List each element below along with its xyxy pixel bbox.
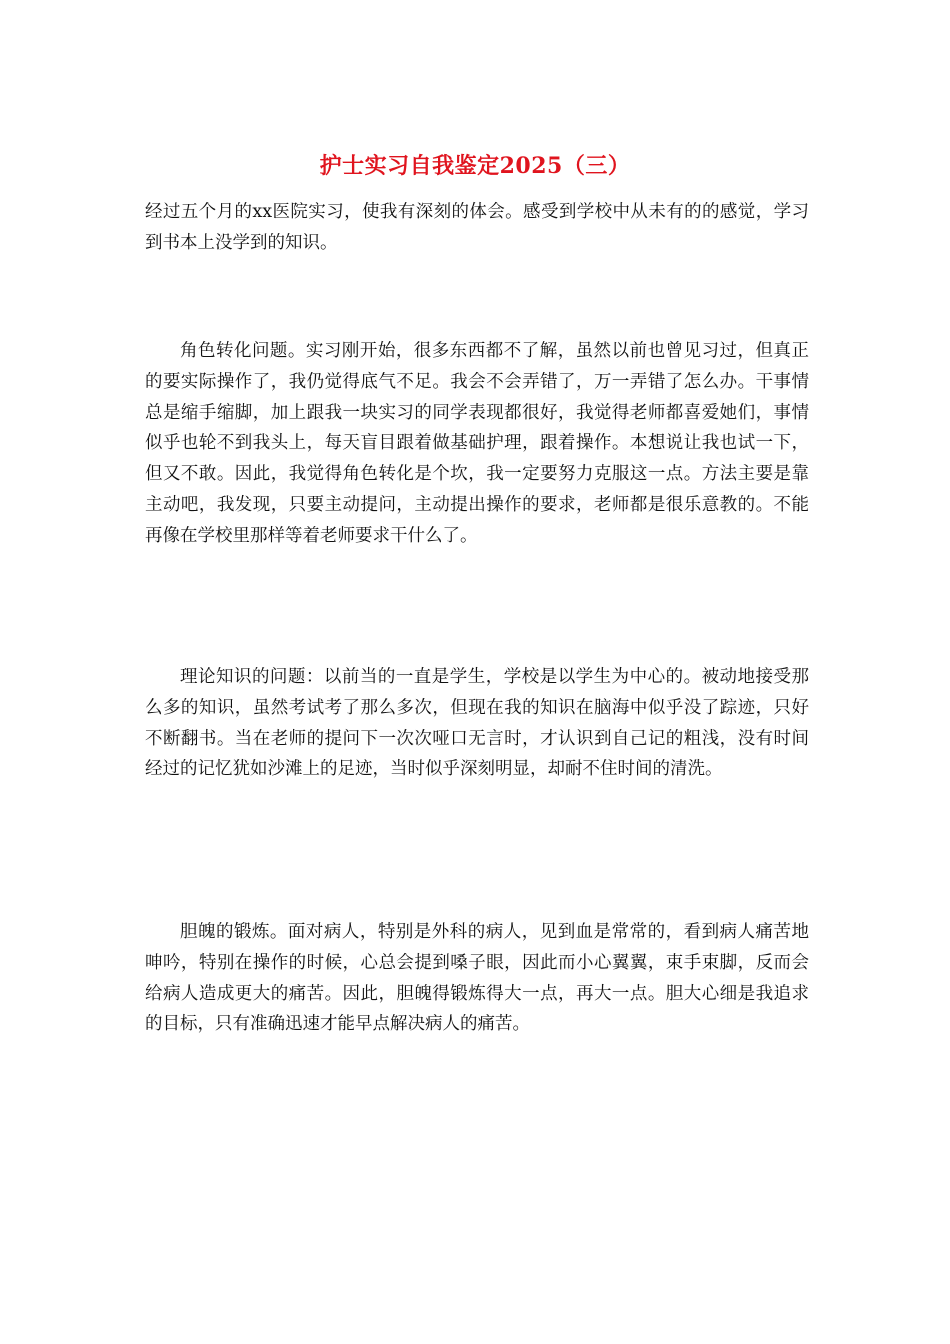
document-title: 护士实习自我鉴定2025（三）	[319, 153, 631, 179]
paragraph-theory-knowledge: 理论知识的问题：以前当的一直是学生，学校是以学生为中心的。被动地接受那么多的知识，虽然考试考了那么多次，但现在我的知识在脑海中似乎没了踪迹，只好不断翻书。当在老师的提问下一次次哑口无言时，才认识到自己记的粗浅，没有时间经过的记忆犹如沙滩上的足迹，当时似乎深刻明显，却耐不住时间的清洗。	[145, 667, 809, 780]
intro-paragraph: 经过五个月的xx医院实习，使我有深刻的体会。感受到学校中从未有的的感觉，学习到书本上没学到的知识。	[145, 202, 809, 253]
paragraph-courage-training: 胆魄的锻炼。面对病人，特别是外科的病人，见到血是常常的，看到病人痛苦地呻吟，特别在操作的时候，心总会提到嗓子眼，因此而小心翼翼，束手束脚，反而会给病人造成更大的痛苦。因此，胆魄得锻炼得大一点，再大一点。胆大心细是我追求的目标，只有准确迅速才能早点解决病人的痛苦。	[145, 922, 809, 1035]
paragraph-role-transition: 角色转化问题。实习刚开始，很多东西都不了解，虽然以前也曾见习过，但真正的要实际操作了，我仍觉得底气不足。我会不会弄错了，万一弄错了怎么办。干事情总是缩手缩脚，加上跟我一块实习的同学表现都很好，我觉得老师都喜爱她们，事情似乎也轮不到我头上，每天盲目跟着做基础护理，跟着操作。本想说让我也试一下，但又不敢。因此，我觉得角色转化是个坎，我一定要努力克服这一点。方法主要是靠主动吧，我发现，只要主动提问，主动提出操作的要求，老师都是很乐意教的。不能再像在学校里那样等着老师要求干什么了。	[145, 341, 809, 546]
